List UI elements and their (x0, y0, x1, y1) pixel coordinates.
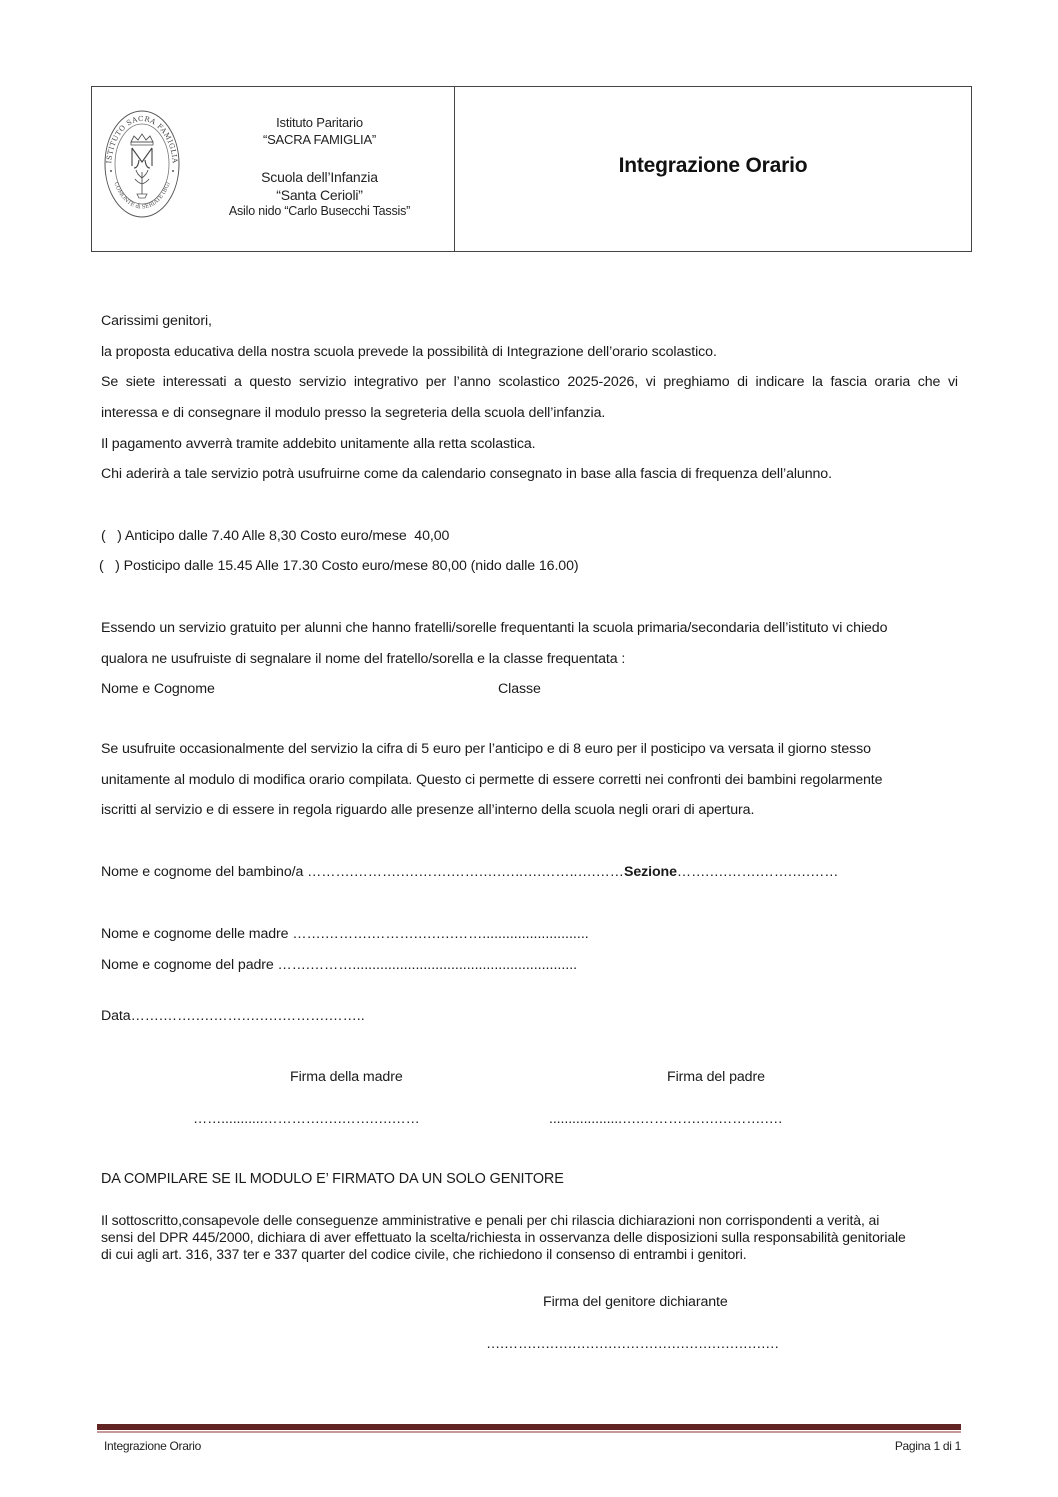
header-institute-cell (92, 87, 455, 251)
institute-line-2: “SACRA FAMIGLIA” (262, 132, 377, 147)
sign-mother-label: Firma della madre (290, 1069, 403, 1085)
paragraph-5-line-1: Essendo un servizio gratuito per alunni che hanno fratelli/sorelle frequentanti la scuola primaria/secondaria dell’istituto vi chiedo (101, 620, 888, 636)
date-label: Data (101, 1008, 131, 1024)
declaration-line-1: Il sottoscritto,consapevole delle conseguenze amministrative e penali per chi rilascia dichiarazioni non corrispondenti a verità, ai (101, 1212, 880, 1228)
footer-document-name: Integrazione Orario (104, 1439, 202, 1453)
single-parent-heading: DA COMPILARE SE IL MODULO E’ FIRMATO DA UN SOLO GENITORE (101, 1171, 564, 1187)
mother-name-label: Nome e cognome delle madre (101, 926, 289, 942)
section-label: Sezione (623, 864, 677, 880)
document-title: Integrazione Orario (618, 154, 808, 177)
sign-mother-field[interactable]: ……...........………….….…….….…… (193, 1111, 420, 1127)
father-name-dots: …….………......................................................... (277, 957, 578, 973)
institute-line-1: Istituto Paritario (276, 115, 363, 130)
greeting: Carissimi genitori, (101, 313, 212, 329)
paragraph-5-line-2: qualora ne usufruiste di segnalare il nome del fratello/sorella e la classe frequentata : (101, 651, 626, 667)
child-name-label: Nome e cognome del bambino/a (101, 864, 304, 880)
paragraph-6-line-2: unitamente al modulo di modifica orario compilata. Questo ci permette di essere corretti nei confronti dei bambini regolarmente (101, 772, 883, 788)
paragraph-6-line-3: iscritti al servizio e di essere in regola riguardo alle presenze all’interno della scuola negli orari di apertura. (101, 802, 755, 818)
institute-seal-logo (103, 108, 181, 220)
paragraph-3: Il pagamento avverrà tramite addebito unitamente alla retta scolastica. (101, 436, 536, 452)
paragraph-1: la proposta educativa della nostra scuola prevede la possibilità di Integrazione dell’orario scolastico. (101, 344, 717, 360)
child-name-dots: ……….……….….…….…….….…..….……..….…… (307, 864, 624, 880)
option-posticipo[interactable]: ( ) Posticipo dalle 15.45 Alle 17.30 Costo euro/mese 80,00 (nido dalle 16.00) (99, 558, 579, 574)
header-title-cell (455, 87, 971, 251)
father-name-label: Nome e cognome del padre (101, 957, 274, 973)
declaration-line-2: sensi del DPR 445/2000, dichiara di aver effettuato la scelta/richiesta in osservanza delle disposizioni sulla responsabilità genitoriale (101, 1229, 906, 1245)
declaration-line-3: di cui agli art. 316, 337 ter e 337 quarter del codice civile, che richiedono il consenso di entrambi i genitori. (101, 1246, 747, 1262)
footer-divider (97, 1424, 961, 1430)
section-dots[interactable]: …….….…….…….….…… (676, 864, 839, 880)
paragraph-2-line-1: Se siete interessati a questo servizio integrativo per l’anno scolastico 2025-2026, vi preghiamo di indicare la fascia oraria che vi (101, 374, 958, 390)
paragraph-6-line-1: Se usufruite occasionalmente del servizio la cifra di 5 euro per l’anticipo e di 8 euro per il posticipo va versata il giorno stesso (101, 741, 871, 757)
paragraph-4: Chi aderirà a tale servizio potrà usufruirne come da calendario consegnato in base alla fascia di frequenza dell’alunno. (101, 466, 832, 482)
paragraph-2-line-2: interessa e di consegnare il modulo presso la segreteria della scuola dell’infanzia. (101, 405, 606, 421)
footer-divider-thin (97, 1431, 961, 1433)
sign-father-field[interactable]: ...................….………….….……….…. (549, 1111, 783, 1127)
option-anticipo[interactable]: ( ) Anticipo dalle 7.40 Alle 8,30 Costo euro/mese 40,00 (101, 528, 450, 544)
school-line-1: Scuola dell’Infanzia (261, 169, 378, 185)
mother-name-field[interactable] (101, 926, 589, 942)
mother-name-dots: …….……….……….….….……........................... (292, 926, 589, 942)
footer-page-number: Pagina 1 di 1 (894, 1439, 961, 1453)
sibling-class-label: Classe (498, 681, 541, 697)
child-name-field[interactable] (101, 864, 839, 880)
sign-declarant-field[interactable]: ….…….….….….….….…….….….….….….….… (486, 1336, 780, 1352)
school-line-2: “Santa Cerioli” (276, 187, 363, 203)
father-name-field[interactable] (101, 957, 577, 973)
header-table (91, 86, 972, 252)
sibling-name-label: Nome e Cognome (101, 681, 215, 697)
sign-father-label: Firma del padre (667, 1069, 765, 1085)
date-field[interactable] (101, 1008, 365, 1024)
svg-text:COMONTE di SERIATE (BG): COMONTE di SERIATE (BG) (112, 181, 172, 211)
school-line-3: Asilo nido “Carlo Busecchi Tassis” (228, 204, 411, 218)
date-dots: …….…….….…….….….……….…….. (130, 1008, 365, 1024)
svg-text:ISTITUTO SACRA FAMIGLIA: ISTITUTO SACRA FAMIGLIA (105, 114, 179, 164)
sign-declarant-label: Firma del genitore dichiarante (543, 1294, 728, 1310)
